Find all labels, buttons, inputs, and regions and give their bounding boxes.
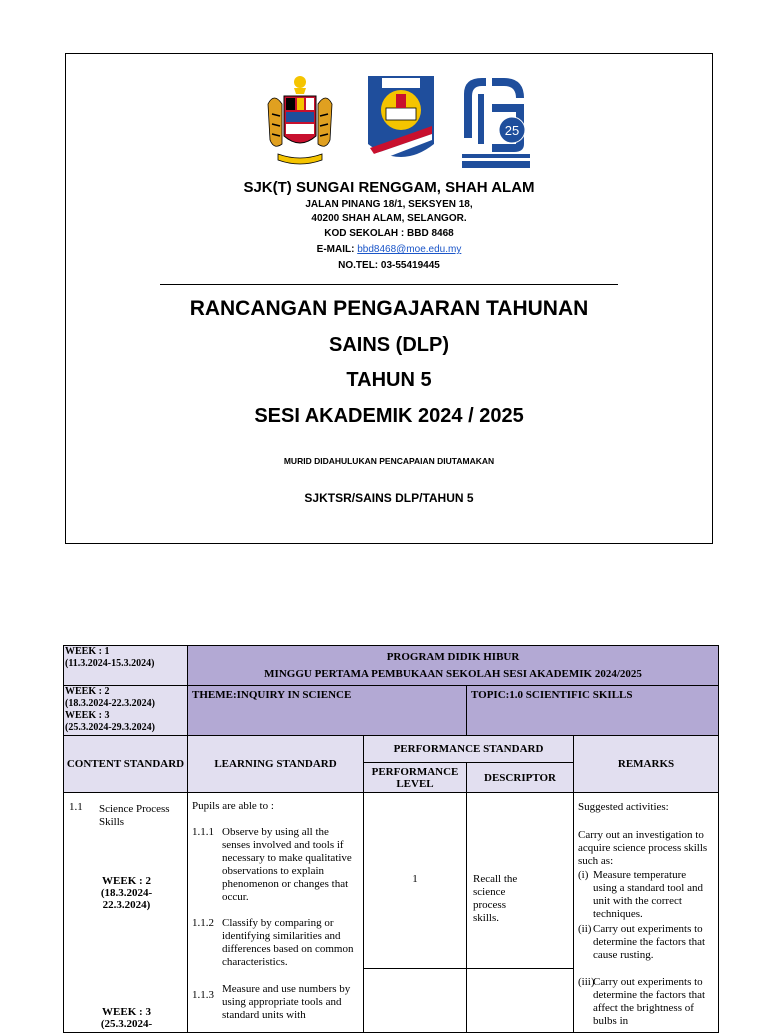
ls-1-text: Observe by using all the senses involved and tools if necessary to make qualitative observations to explain phenomenon or changes that occur.: [222, 826, 352, 903]
email-link[interactable]: bbd8468@moe.edu.my: [357, 244, 462, 255]
ls-3-text: Measure and use numbers by using appropriate tools and standard units with: [222, 983, 351, 1021]
learning-standard-intro: Pupils are able to :: [192, 800, 274, 812]
motto: MURID DIDAHULUKAN PENCAPAIAN DIUTAMAKAN: [283, 456, 495, 466]
remark-3-text: Carry out experiments to determine the factors that affect the brightness of bulbs in: [593, 976, 706, 1027]
email-label: E-MAIL:: [316, 244, 358, 255]
header-performance-standard: PERFORMANCE STANDARD: [364, 736, 574, 763]
weeks-2-3-cell: WEEK : 2 (18.3.2024-22.3.2024) WEEK : 3 (25.3.2024-29.3.2024): [64, 686, 188, 736]
ls-1-number: 1.1.1: [192, 826, 214, 838]
ls-3-number: 1.1.3: [192, 989, 214, 1001]
descriptor-divider: [466, 968, 573, 969]
remarks-intro: Carry out an investigation to acquire science process skills such as:: [578, 829, 708, 867]
week-1-row: [64, 646, 719, 686]
cover-page: [65, 53, 713, 544]
logo-number: 25: [504, 123, 520, 138]
year-title: TAHUN 5: [346, 369, 432, 391]
school-badge-logo: [366, 74, 436, 172]
header-remarks: REMARKS: [574, 736, 719, 793]
week-1-cell: WEEK : 1 (11.3.2024-15.3.2024): [64, 646, 188, 686]
descriptor-1: Recall the science process skills.: [473, 873, 518, 924]
program-line-1: PROGRAM DIDIK HIBUR: [386, 650, 520, 663]
header-descriptor: DESCRIPTOR: [467, 763, 574, 793]
header-learning-standard: LEARNING STANDARD: [188, 736, 364, 793]
remark-2-number: (ii): [578, 923, 592, 935]
school-name: SJK(T) SUNGAI RENGGAM, SHAH ALAM: [243, 179, 535, 196]
header-content-standard: CONTENT STANDARD: [64, 736, 188, 793]
remark-1-text: Measure temperature using a standard tool and unit with the correct techniques.: [593, 869, 703, 920]
document-code: SJKTSR/SAINS DLP/TAHUN 5: [304, 491, 474, 505]
header-performance-level: PERFORMANCE LEVEL: [364, 763, 467, 793]
learning-standard-cell: [188, 793, 364, 1033]
lesson-plan-table: [63, 645, 719, 1033]
address-line-2: 40200 SHAH ALAM, SELANGOR.: [311, 213, 467, 224]
content-row: [64, 793, 719, 1033]
remark-2-text: Carry out experiments to determine the factors that cause rusting.: [593, 923, 706, 961]
session-title: SESI AKADEMIK 2024 / 2025: [254, 405, 524, 427]
remark-1-number: (i): [578, 869, 589, 881]
theme-cell: THEME:INQUIRY IN SCIENCE: [188, 686, 467, 736]
remark-3-number: (iii): [578, 976, 595, 988]
performance-level-1: 1: [412, 873, 418, 885]
remarks-title: Suggested activities:: [578, 801, 669, 813]
program-25-logo: [460, 74, 532, 170]
logo-row: [66, 74, 712, 174]
address-line-1: JALAN PINANG 18/1, SEKSYEN 18,: [305, 199, 473, 210]
divider: [160, 284, 618, 285]
subject-title: SAINS (DLP): [329, 334, 449, 356]
content-standard-number: 1.1: [69, 801, 83, 813]
school-code: KOD SEKOLAH : BBD 8468: [324, 228, 454, 239]
level-divider: [363, 968, 466, 969]
topic-cell: TOPIC:1.0 SCIENTIFIC SKILLS: [467, 686, 719, 736]
descriptor-cell: [467, 793, 574, 1033]
program-cell: [188, 646, 719, 686]
ls-2-number: 1.1.2: [192, 917, 214, 929]
week-3-label: WEEK : 3 (25.3.2024-: [100, 1006, 153, 1030]
theme-row: [64, 686, 719, 736]
header-row-1: [64, 736, 719, 763]
program-line-2: MINGGU PERTAMA PEMBUKAAN SEKOLAH SESI AKADEMIK 2024/2025: [264, 667, 642, 680]
content-standard-text: Science Process Skills: [99, 803, 170, 828]
performance-level-cell: [364, 793, 467, 1033]
coat-of-arms-logo: [264, 74, 336, 170]
document-title: RANCANGAN PENGAJARAN TAHUNAN: [189, 297, 589, 320]
phone-line: NO.TEL: 03-55419445: [338, 260, 440, 271]
remarks-cell: [574, 793, 719, 1033]
ls-2-text: Classify by comparing or identifying similarities and differences based on common characteristics.: [222, 917, 354, 968]
week-2-label: WEEK : 2 (18.3.2024- 22.3.2024): [100, 875, 153, 911]
email-line: [66, 244, 712, 255]
content-standard-cell: [64, 793, 188, 1033]
